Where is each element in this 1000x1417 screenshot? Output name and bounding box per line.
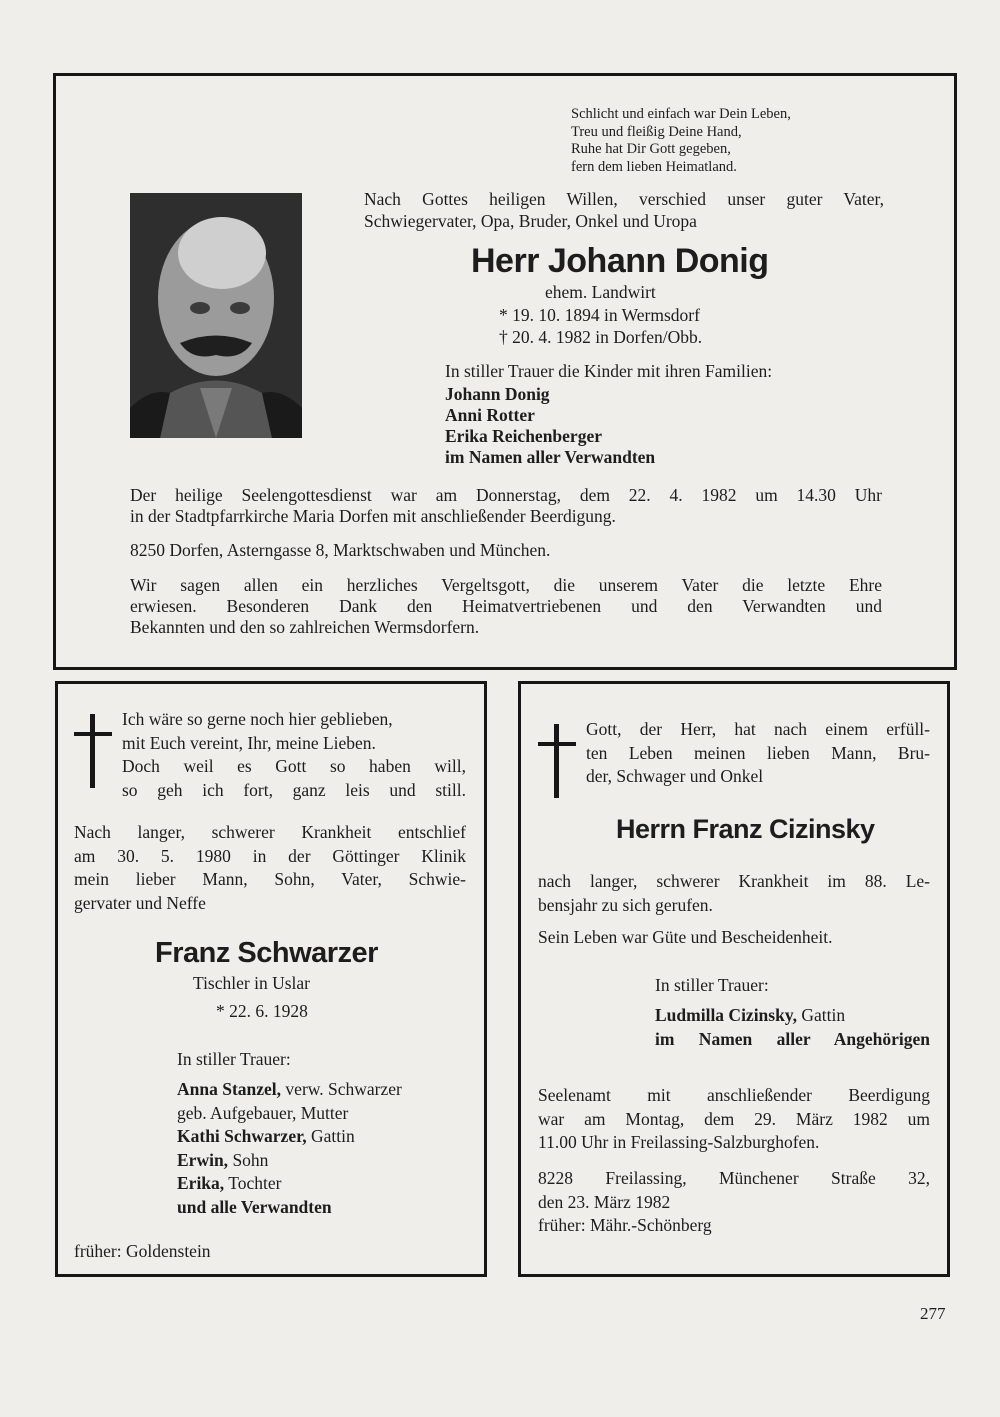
service-line: in der Stadtpfarrkirche Maria Dorfen mit anschließender Beerdigung. [130, 506, 616, 526]
mourner: im Namen aller Verwandten [445, 447, 656, 467]
portrait-photo [130, 193, 302, 438]
poem [571, 106, 791, 176]
text-line: Nach langer, schwerer Krankheit entschlief [74, 822, 466, 842]
mourner: Erwin, Sohn [177, 1149, 269, 1170]
mourners-list [177, 1078, 402, 1219]
poem-line: Treu und fleißig Deine Hand, [571, 123, 742, 140]
poem-line: mit Euch vereint, Ihr, meine Lieben. [122, 732, 376, 753]
mourner: Anni Rotter [445, 405, 535, 425]
death-announcement-intro [364, 188, 884, 232]
intro-line: Schwiegervater, Opa, Bruder, Onkel und Uropa [364, 211, 697, 231]
obituary-franz-schwarzer [55, 681, 487, 1277]
text-line: am 30. 5. 1980 in der Göttinger Klinik [74, 845, 466, 866]
address: 8250 Dorfen, Asterngasse 8, Marktschwaben und München. [130, 540, 551, 560]
mourner: Kathi Schwarzer, Gattin [177, 1126, 355, 1146]
intro-line: Gott, der Herr, hat nach einem erfüll- [586, 719, 930, 739]
service-line: war am Montag, dem 29. März 1982 um [538, 1108, 930, 1129]
text-line: bensjahr zu sich gerufen. [538, 894, 713, 915]
poem-line: Doch weil es Gott so haben will, [122, 756, 466, 776]
mourning-intro: In stiller Trauer die Kinder mit ihren Familien: [445, 361, 773, 381]
service-line: 11.00 Uhr in Freilassing-Salzburghofen. [538, 1132, 820, 1152]
thanks-line: Bekannten und den so zahlreichen Wermsdorfern. [130, 617, 480, 637]
occupation: Tischler in Uslar [193, 973, 310, 993]
service-line: Der heilige Seelengottesdienst war am Donnerstag, dem 22. 4. 1982 um 14.30 Uhr [130, 485, 882, 505]
formerly: früher: Mähr.-Schönberg [538, 1215, 712, 1235]
mourner: Johann Donig [445, 384, 550, 404]
birth-date: * 19. 10. 1894 in Wermsdorf [499, 305, 700, 325]
text-line: nach langer, schwerer Krankheit im 88. Le- [538, 871, 930, 891]
mourner: im Namen aller Angehörigen [655, 1028, 930, 1049]
death-date: † 20. 4. 1982 in Dorfen/Obb. [499, 327, 703, 347]
text-line: mein lieber Mann, Sohn, Vater, Schwie- [74, 869, 466, 889]
text-line: gervater und Neffe [74, 892, 206, 913]
obituary-johann-donig [53, 73, 957, 670]
deceased-name: Franz Schwarzer [155, 937, 378, 969]
address [538, 1167, 930, 1214]
service-info [130, 485, 882, 527]
service-line: Seelenamt mit anschließender Beerdigung [538, 1085, 930, 1105]
poem-line: fern dem lieben Heimatland. [571, 158, 737, 175]
address-line: 8228 Freilassing, Münchener Straße 32, [538, 1168, 930, 1188]
motto: Sein Leben war Güte und Bescheidenheit. [538, 927, 833, 947]
occupation: ehem. Landwirt [545, 282, 656, 302]
mourning-intro: In stiller Trauer: [177, 1049, 291, 1069]
intro-line: Nach Gottes heiligen Willen, verschied unser guter Vater, [364, 189, 884, 209]
deceased-name: Herr Johann Donig [471, 242, 769, 280]
obituary-franz-cizinsky [518, 681, 950, 1277]
service-info [538, 1084, 930, 1155]
mourners-list [655, 1004, 930, 1051]
announcement-intro [586, 718, 930, 789]
mourners-list [445, 384, 655, 468]
formerly: früher: Goldenstein [74, 1241, 211, 1261]
mourning-intro: In stiller Trauer: [655, 975, 769, 995]
poem-line: so geh ich fort, ganz leis und still. [122, 779, 466, 800]
intro-line: ten Leben meinen lieben Mann, Bru- [586, 742, 930, 763]
thanks [130, 575, 882, 638]
mourner: Anna Stanzel, verw. Schwarzer [177, 1079, 402, 1099]
thanks-line: Wir sagen allen ein herzliches Vergeltsgott, die unserem Vater die letzte Ehre [130, 575, 882, 595]
intro-line: der, Schwager und Onkel [586, 766, 764, 786]
mourner: Ludmilla Cizinsky, Gattin [655, 1005, 846, 1025]
address-line: den 23. März 1982 [538, 1191, 671, 1212]
announcement-text [74, 821, 466, 915]
birth-date: * 22. 6. 1928 [216, 1001, 308, 1021]
page-number: 277 [920, 1304, 946, 1323]
deceased-name: Herrn Franz Cizinsky [616, 814, 875, 844]
poem-line: Ich wäre so gerne noch hier geblieben, [122, 709, 393, 729]
poem-line: Ruhe hat Dir Gott gegeben, [571, 141, 731, 157]
mourner: geb. Aufgebauer, Mutter [177, 1102, 349, 1123]
thanks-line: erwiesen. Besonderen Dank den Heimatvertriebenen und den Verwandten und [130, 596, 882, 616]
poem [122, 708, 466, 802]
mourner: Erika Reichenberger [445, 426, 602, 446]
mourner: Erika, Tochter [177, 1173, 282, 1193]
mourner: und alle Verwandten [177, 1196, 332, 1217]
announcement-text [538, 870, 930, 917]
poem-line: Schlicht und einfach war Dein Leben, [571, 106, 791, 122]
